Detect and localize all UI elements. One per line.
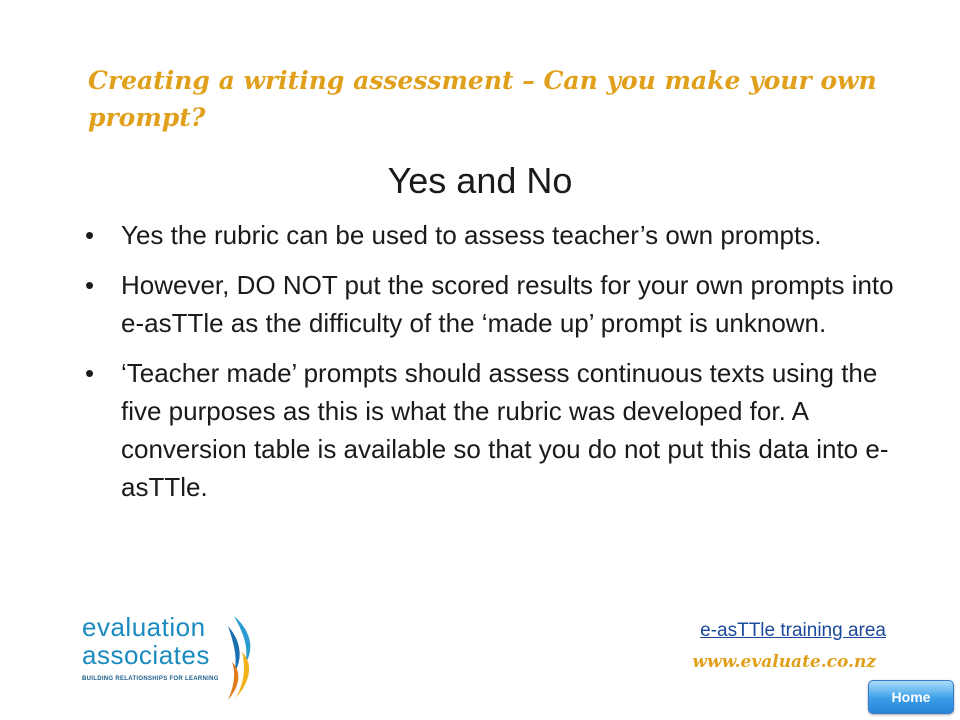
flame-feather-icon [216,612,262,704]
slide-subheading: Yes and No [387,160,573,201]
bullet-symbol: • [85,358,95,388]
logo-tagline: BUILDING RELATIONSHIPS FOR LEARNING [82,676,219,682]
bullet-text: However, DO NOT put the scored results for your own prompts into e-asTTle as the difficulty of the ‘made up’ prompt is unknown. [121,270,894,338]
website-url: www.evaluate.co.nz [692,652,876,672]
bullet-list [85,216,895,518]
logo-word-associates: associates [82,640,210,670]
home-button[interactable]: Home [868,680,954,714]
bullet-text: Yes the rubric can be used to assess teacher’s own prompts. [121,220,822,250]
bullet-item [85,354,895,506]
bullet-item [85,216,895,254]
slide-title: Creating a writing assessment – Can you make your own prompt? [88,66,877,132]
bullet-text: ‘Teacher made’ prompts should assess continuous texts using the five purposes as this is what the rubric was developed for. A conversion table is available so that you do not put this data into e-asTTle. [121,358,889,502]
bullet-item [85,266,895,342]
training-area-link[interactable]: e-asTTle training area [700,620,886,641]
bullet-symbol: • [85,220,95,250]
evaluation-associates-logo [82,612,262,712]
bullet-symbol: • [85,270,95,300]
logo-word-evaluation: evaluation [82,612,206,642]
